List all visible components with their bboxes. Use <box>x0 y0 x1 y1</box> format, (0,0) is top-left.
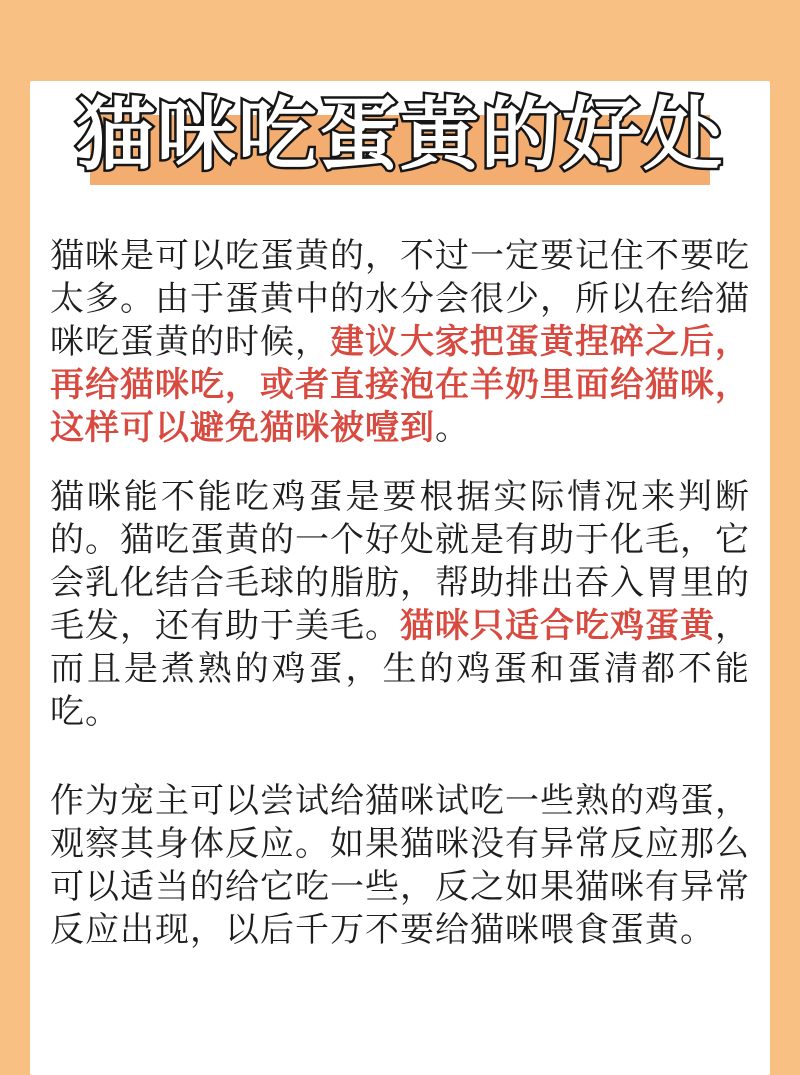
highlighted-text: 猫咪只适合吃鸡蛋黄 <box>400 607 715 645</box>
highlighted-text: 建议大家把蛋黄捏碎之后，再给猫咪吃，或者直接泡在羊奶里面给猫咪，这样可以避免猫咪被噎到 <box>50 323 750 447</box>
body-text: 。 <box>435 409 470 447</box>
body-text: 作为宠主可以尝试给猫咪试吃一些熟的鸡蛋，观察其身体反应。如果猫咪没有异常反应那么可以适当的给它吃一些，反之如果猫咪有异常反应出现，以后千万不要给猫咪喂食蛋黄。 <box>50 782 750 949</box>
body-paragraph <box>50 476 750 734</box>
body-text: ，而且是煮熟的鸡蛋，生的鸡蛋和蛋清都不能吃。 <box>50 607 750 731</box>
body-paragraph <box>50 780 750 952</box>
title-block <box>50 81 750 233</box>
body-text: 猫咪能不能吃鸡蛋是要根据实际情况来判断的。猫吃蛋黄的一个好处就是有助于化毛，它会乳化结合毛球的脂肪，帮助排出吞入胃里的毛发，还有助于美毛。 <box>50 478 750 645</box>
body-text: 猫咪是可以吃蛋黄的，不过一定要记住不要吃太多。由于蛋黄中的水分会很少，所以在给猫咪吃蛋黄的时候， <box>50 237 750 361</box>
article-body <box>50 235 750 952</box>
page-title: 猫咪吃蛋黄的好处 <box>76 93 724 180</box>
poster-card <box>30 81 770 1075</box>
body-paragraph <box>50 235 750 450</box>
